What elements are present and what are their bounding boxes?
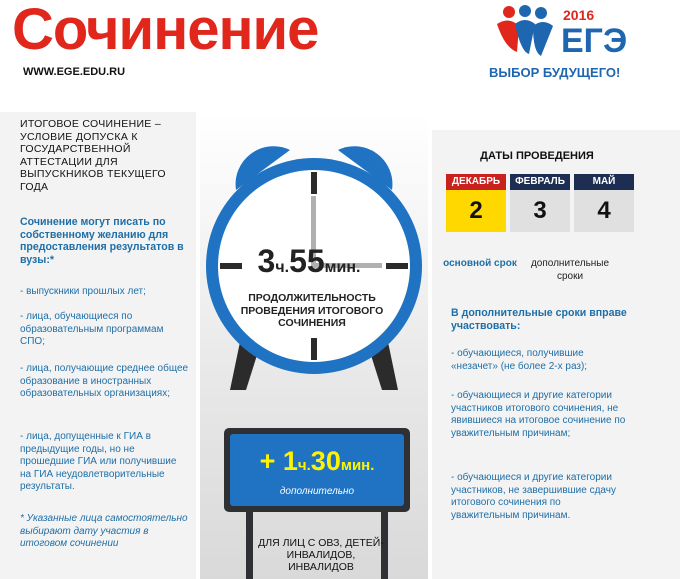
month-name: ДЕКАБРЬ [446, 174, 506, 190]
dates-title: ДАТЫ ПРОВЕДЕНИЯ [480, 150, 594, 162]
page-title: Сочинение [12, 0, 319, 62]
extra-minutes-unit: мин. [340, 457, 375, 474]
extra-time-note: ДЛЯ ЛИЦ С ОВЗ, ДЕТЕЙ-ИНВАЛИДОВ, ИНВАЛИДОВ [258, 537, 384, 573]
left-footnote: * Указанные лица самостоятельно выбирают дату участия в итоговом сочинении [20, 513, 188, 549]
logo-year: 2016 [563, 7, 595, 23]
extra-time-value [230, 446, 404, 477]
list-item: - обучающиеся и другие категории участников итогового сочинения, не явившиеся на итоговое сочинение по уважительным причинам; [451, 390, 626, 439]
month-card-february [510, 174, 570, 232]
slogan: ВЫБОР БУДУЩЕГО! [489, 65, 621, 80]
left-subheading: Сочинение могут писать по собственному желанию для предоставления результатов в вузы:* [20, 216, 184, 266]
extra-minutes: 30 [310, 446, 341, 476]
extra-time-label: дополнительно [279, 486, 355, 497]
month-day: 3 [510, 190, 570, 232]
month-card-december [446, 174, 506, 232]
list-item: - лица, получающие среднее общее образование в иностранных образовательных организациях; [20, 363, 189, 399]
month-card-may [574, 174, 634, 232]
month-name: МАЙ [574, 174, 634, 190]
extra-hours-unit: ч. [297, 457, 311, 474]
duration-hours-unit: ч. [275, 259, 290, 276]
list-item: - лица, допущенные к ГИА в предыдущие годы, но не прошедшие ГИА или получившие на ГИА неудовлетворительные результаты. [20, 431, 177, 492]
main-period-label: основной срок [443, 258, 517, 269]
site-url[interactable]: WWW.EGE.EDU.RU [23, 66, 126, 78]
extra-hours: + 1 [259, 446, 298, 476]
month-day: 4 [574, 190, 634, 232]
extra-period-label: дополнительные сроки [530, 258, 610, 282]
logo-text: ЕГЭ [561, 22, 628, 60]
duration-label: ПРОДОЛЖИТЕЛЬНОСТЬ ПРОВЕДЕНИЯ ИТОГОВОГО СОЧИНЕНИЯ [240, 292, 384, 329]
month-day: 2 [446, 190, 506, 232]
month-name: ФЕВРАЛЬ [510, 174, 570, 190]
list-item: - лица, обучающиеся по образовательным программам СПО; [20, 311, 164, 347]
duration-minutes-unit: мин. [324, 259, 361, 276]
list-item: - выпускники прошлых лет; [20, 286, 146, 297]
list-item: - обучающиеся, получившие «незачет» (не более 2-х раз); [451, 348, 588, 372]
duration-hours: 3 [257, 243, 276, 279]
people-icon [497, 5, 553, 56]
duration-value [234, 243, 384, 280]
list-item: - обучающиеся и другие категории участников, не завершившие сдачу итогового сочинения по уважительным причинам. [451, 472, 616, 521]
left-heading: ИТОГОВОЕ СОЧИНЕНИЕ – УСЛОВИЕ ДОПУСКА К ГОСУДАРСТВЕННОЙ АТТЕСТАЦИИ ДЛЯ ВЫПУСКНИКОВ ТЕКУЩЕГО ГОДА [20, 118, 166, 193]
duration-minutes: 55 [289, 243, 325, 279]
right-subheading: В дополнительные сроки вправе участвовать: [451, 307, 627, 332]
